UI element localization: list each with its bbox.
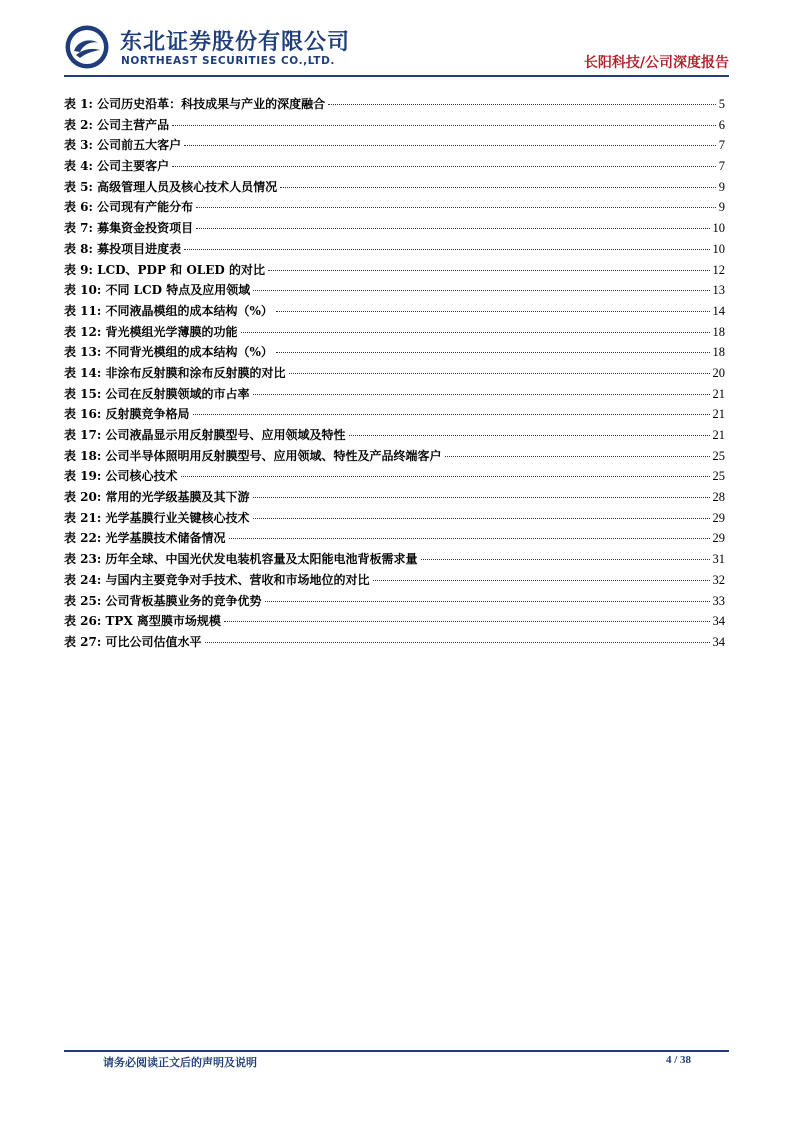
toc-entry-label: 表 13: 不同背光模组的成本结构（%）: [64, 345, 273, 360]
toc-entry-page: 5: [718, 97, 725, 111]
toc-entry-page: 10: [712, 241, 725, 256]
toc-dot-leader: [445, 456, 710, 457]
toc-entry-page: 33: [712, 593, 725, 608]
toc-entry-label: 表 25: 公司背板基膜业务的竞争优势: [64, 593, 262, 608]
toc-entry-label: 表 1: 公司历史沿革：科技成果与产业的深度融合: [64, 97, 326, 111]
toc-entry-page: 34: [712, 634, 725, 649]
toc-entry-label: 表 26: TPX 离型膜市场规模: [64, 614, 221, 629]
toc-entry[interactable]: [64, 633, 725, 654]
toc-dot-leader: [229, 538, 710, 539]
toc-dot-leader: [265, 601, 710, 602]
toc-entry[interactable]: [64, 447, 725, 468]
toc-entry-page: 9: [718, 179, 725, 194]
toc-entry[interactable]: [64, 426, 725, 447]
toc-entry[interactable]: [64, 95, 725, 116]
toc-entry-label: 表 19: 公司核心技术: [64, 469, 178, 484]
toc-entry-label: 表 6: 公司现有产能分布: [64, 200, 194, 215]
toc-entry-label: 表 10: 不同 LCD 特点及应用领域: [64, 283, 251, 298]
toc-entry-page: 7: [718, 159, 725, 174]
toc-entry-label: 表 3: 公司前五大客户: [64, 138, 182, 153]
company-name-en: NORTHEAST SECURITIES CO.,LTD.: [121, 55, 335, 67]
toc-entry-page: 20: [712, 365, 725, 380]
toc-entry-page: 7: [718, 138, 725, 153]
disclaimer-note: 请务必阅读正文后的声明及说明: [103, 1056, 257, 1069]
toc-dot-leader: [172, 125, 716, 126]
table-of-contents: [64, 95, 725, 654]
toc-entry[interactable]: [64, 343, 725, 364]
footer-divider: [64, 1050, 729, 1052]
toc-entry-page: 12: [712, 262, 725, 277]
toc-entry-label: 表 17: 公司液晶显示用反射膜型号、应用领域及特性: [64, 428, 346, 442]
toc-entry-label: 表 14: 非涂布反射膜和涂布反射膜的对比: [64, 365, 286, 380]
toc-entry[interactable]: [64, 136, 725, 157]
toc-entry-label: 表 27: 可比公司估值水平: [64, 634, 202, 649]
toc-entry[interactable]: [64, 509, 725, 530]
toc-entry[interactable]: [64, 488, 725, 509]
toc-entry-label: 表 24: 与国内主要竞争对手技术、营收和市场地位的对比: [64, 572, 370, 587]
toc-entry-page: 18: [712, 345, 725, 360]
toc-dot-leader: [241, 332, 710, 333]
toc-entry[interactable]: [64, 550, 725, 571]
toc-entry[interactable]: [64, 261, 725, 282]
toc-dot-leader: [196, 228, 709, 229]
toc-dot-leader: [253, 518, 710, 519]
toc-entry[interactable]: [64, 467, 725, 488]
toc-entry-label: 表 15: 公司在反射膜领域的市占率: [64, 386, 250, 401]
toc-entry[interactable]: [64, 364, 725, 385]
toc-entry[interactable]: [64, 240, 725, 261]
toc-entry-label: 表 11: 不同液晶模组的成本结构（%）: [64, 303, 273, 318]
toc-dot-leader: [289, 373, 710, 374]
toc-entry[interactable]: [64, 385, 725, 406]
toc-entry[interactable]: [64, 323, 725, 344]
company-name-cn: 东北证券股份有限公司: [120, 30, 351, 55]
toc-entry-page: 18: [712, 324, 725, 339]
toc-dot-leader: [328, 104, 716, 105]
toc-dot-leader: [349, 435, 710, 436]
toc-entry-label: 表 21: 光学基膜行业关键核心技术: [64, 510, 250, 525]
toc-entry[interactable]: [64, 281, 725, 302]
toc-entry-page: 29: [712, 531, 725, 546]
toc-dot-leader: [268, 270, 710, 271]
toc-entry-page: 13: [712, 283, 725, 298]
toc-entry-label: 表 8: 募投项目进度表: [64, 241, 182, 256]
toc-entry-page: 6: [718, 117, 725, 132]
toc-entry-page: 21: [712, 386, 725, 401]
toc-dot-leader: [196, 207, 716, 208]
toc-entry-label: 表 20: 常用的光学级基膜及其下游: [64, 490, 250, 505]
toc-dot-leader: [253, 290, 709, 291]
toc-dot-leader: [205, 642, 710, 643]
toc-dot-leader: [224, 621, 710, 622]
report-title: 长阳科技/公司深度报告: [583, 55, 729, 71]
toc-entry[interactable]: [64, 529, 725, 550]
toc-dot-leader: [276, 352, 710, 353]
toc-entry-page: 28: [712, 490, 725, 505]
toc-entry-page: 21: [712, 428, 725, 442]
toc-dot-leader: [280, 187, 716, 188]
toc-entry[interactable]: [64, 571, 725, 592]
toc-entry-label: 表 4: 公司主要客户: [64, 159, 170, 174]
header-divider: [64, 75, 729, 77]
toc-entry-label: 表 7: 募集资金投资项目: [64, 221, 194, 236]
toc-dot-leader: [421, 559, 710, 560]
toc-entry-label: 表 23: 历年全球、中国光伏发电装机容量及太阳能电池背板需求量: [64, 552, 418, 567]
toc-entry-label: 表 16: 反射膜竞争格局: [64, 407, 190, 422]
toc-entry-label: 表 9: LCD、PDP 和 OLED 的对比: [64, 262, 265, 277]
toc-entry-page: 21: [712, 407, 725, 422]
toc-entry-page: 34: [712, 614, 725, 629]
toc-entry[interactable]: [64, 157, 725, 178]
toc-entry-label: 表 22: 光学基膜技术储备情况: [64, 531, 226, 546]
toc-entry-label: 表 5: 高级管理人员及核心技术人员情况: [64, 179, 278, 194]
toc-entry-page: 10: [712, 221, 725, 236]
toc-entry[interactable]: [64, 592, 725, 613]
toc-dot-leader: [276, 311, 710, 312]
toc-dot-leader: [253, 394, 710, 395]
toc-entry-page: 25: [712, 469, 725, 484]
toc-entry[interactable]: [64, 302, 725, 323]
toc-entry-page: 29: [712, 510, 725, 525]
toc-entry[interactable]: [64, 219, 725, 240]
toc-entry-label: 表 18: 公司半导体照明用反射膜型号、应用领域、特性及产品终端客户: [64, 448, 442, 463]
page-number: 4 / 38: [666, 1054, 692, 1066]
toc-entry[interactable]: [64, 198, 725, 219]
page-header: [64, 22, 729, 80]
toc-entry[interactable]: [64, 612, 725, 633]
toc-dot-leader: [181, 476, 710, 477]
toc-entry-label: 表 12: 背光模组光学薄膜的功能: [64, 324, 238, 339]
toc-entry-page: 25: [712, 448, 725, 463]
toc-dot-leader: [373, 580, 710, 581]
toc-dot-leader: [184, 145, 716, 146]
toc-entry-label: 表 2: 公司主营产品: [64, 117, 170, 132]
toc-entry-page: 14: [712, 303, 725, 318]
toc-dot-leader: [193, 414, 710, 415]
toc-dot-leader: [172, 166, 716, 167]
toc-entry[interactable]: [64, 405, 725, 426]
toc-dot-leader: [184, 249, 709, 250]
toc-dot-leader: [253, 497, 710, 498]
northeast-securities-logo-icon: [64, 24, 110, 70]
toc-entry[interactable]: [64, 116, 725, 137]
toc-entry-page: 31: [712, 552, 725, 567]
toc-entry-page: 9: [718, 200, 725, 215]
toc-entry[interactable]: [64, 178, 725, 199]
toc-entry-page: 32: [712, 572, 725, 587]
